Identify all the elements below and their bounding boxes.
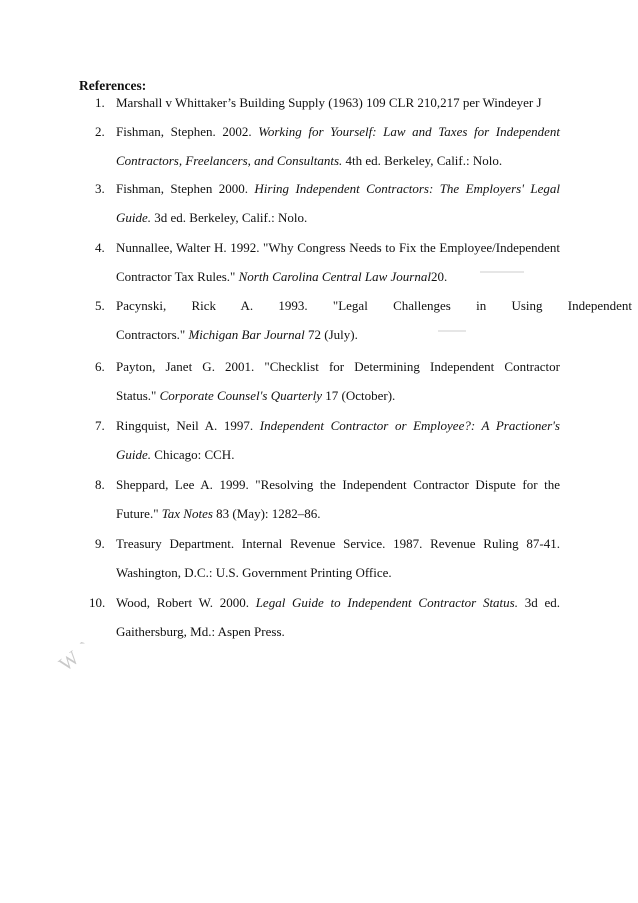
reference-line-2 <box>116 327 560 343</box>
reference-number: 2. <box>95 124 105 139</box>
reference-text-segment: Contractors." <box>116 327 189 342</box>
reference-text-segment: Nunnallee, Walter H. 1992. "Why Congress Needs to Fix the Employee/Independent <box>116 240 560 255</box>
reference-text-segment: Payton, Janet G. 2001. "Checklist for Determining Independent Contractor <box>116 359 560 374</box>
reference-number: 10. <box>89 595 106 610</box>
reference-number: 5. <box>95 298 105 313</box>
reference-text-segment: 20. <box>430 269 448 284</box>
reference-text-segment: 3d ed. Berkeley, Calif.: Nolo. <box>151 210 308 225</box>
reference-title: Working for Yourself: Law and Taxes for Independent <box>258 124 560 139</box>
reference-line-1 <box>116 181 560 197</box>
reference-line-2 <box>116 388 560 404</box>
scan-artifact <box>480 271 524 273</box>
reference-line-2 <box>116 447 560 463</box>
reference-text-segment: Ringquist, Neil A. 1997. <box>116 418 260 433</box>
reference-text-segment: Gaithersburg, Md.: Aspen Press. <box>116 624 285 639</box>
reference-text-segment: Treasury Department. Internal Revenue Service. 1987. Revenue Ruling 87-41. <box>116 536 560 551</box>
reference-line-1 <box>116 477 560 493</box>
reference-text-segment: 4th ed. Berkeley, Calif.: Nolo. <box>342 153 503 168</box>
reference-title: Hiring Independent Contractors: The Employers' Legal <box>254 181 560 196</box>
watermark-text: W ` <box>55 636 98 676</box>
reference-line-1 <box>116 240 560 256</box>
reference-text-segment: Fishman, Stephen 2000. <box>116 181 255 196</box>
reference-number: 8. <box>95 477 105 492</box>
reference-line-1 <box>116 124 560 140</box>
reference-text-segment: Status." <box>116 388 160 403</box>
reference-number: 9. <box>95 536 105 551</box>
reference-text-segment: Wood, Robert W. 2000. <box>116 595 256 610</box>
reference-line-2 <box>116 506 560 522</box>
reference-title: Guide. <box>116 210 152 225</box>
reference-text-segment: Fishman, Stephen. 2002. <box>116 124 259 139</box>
reference-title: Contractors, Freelancers, and Consultants. <box>116 153 343 168</box>
reference-title: Independent Contractor or Employee?: A Practioner's <box>259 418 560 433</box>
reference-number: 6. <box>95 359 105 374</box>
reference-text-segment: 72 (July). <box>304 327 358 342</box>
reference-number: 3. <box>95 181 105 196</box>
reference-line-2 <box>116 565 560 581</box>
reference-text-segment: Washington, D.C.: U.S. Government Printing Office. <box>116 565 392 580</box>
scan-artifact <box>438 330 466 332</box>
reference-number: 7. <box>95 418 105 433</box>
reference-text-segment: Marshall v Whittaker’s Building Supply (1963) 109 CLR 210,217 per Windeyer J <box>116 95 542 110</box>
reference-line-2 <box>116 153 560 169</box>
reference-line-1 <box>116 359 560 375</box>
reference-text-segment: 17 (October). <box>322 388 396 403</box>
reference-line-2 <box>116 624 560 640</box>
journal-title: Michigan Bar Journal <box>188 327 305 342</box>
reference-number: 1. <box>95 95 105 110</box>
reference-line-1 <box>116 298 632 314</box>
journal-title: North Carolina Central Law Journal <box>238 269 431 284</box>
reference-text-segment: Sheppard, Lee A. 1999. "Resolving the Independent Contractor Dispute for the <box>116 477 560 492</box>
reference-text-segment: Pacynski, Rick A. 1993. "Legal Challenges in Using Independent <box>116 298 632 313</box>
references-heading: References: <box>79 78 147 93</box>
reference-text-segment: Future." <box>116 506 162 521</box>
reference-number: 4. <box>95 240 105 255</box>
reference-text-segment: 83 (May): 1282–86. <box>212 506 321 521</box>
reference-title: Legal Guide to Independent Contractor Status. <box>255 595 518 610</box>
reference-text-segment: Contractor Tax Rules." <box>116 269 239 284</box>
reference-text-segment: 3d ed. <box>524 595 561 610</box>
reference-line-2 <box>116 210 560 226</box>
journal-title: Tax Notes <box>161 506 213 521</box>
reference-line-1 <box>116 418 560 434</box>
reference-title: Guide. <box>116 447 152 462</box>
reference-text-segment: Chicago: CCH. <box>151 447 235 462</box>
reference-text <box>116 95 566 111</box>
reference-line-1 <box>116 536 560 552</box>
reference-line-1 <box>116 595 560 611</box>
journal-title: Corporate Counsel's Quarterly <box>159 388 322 403</box>
